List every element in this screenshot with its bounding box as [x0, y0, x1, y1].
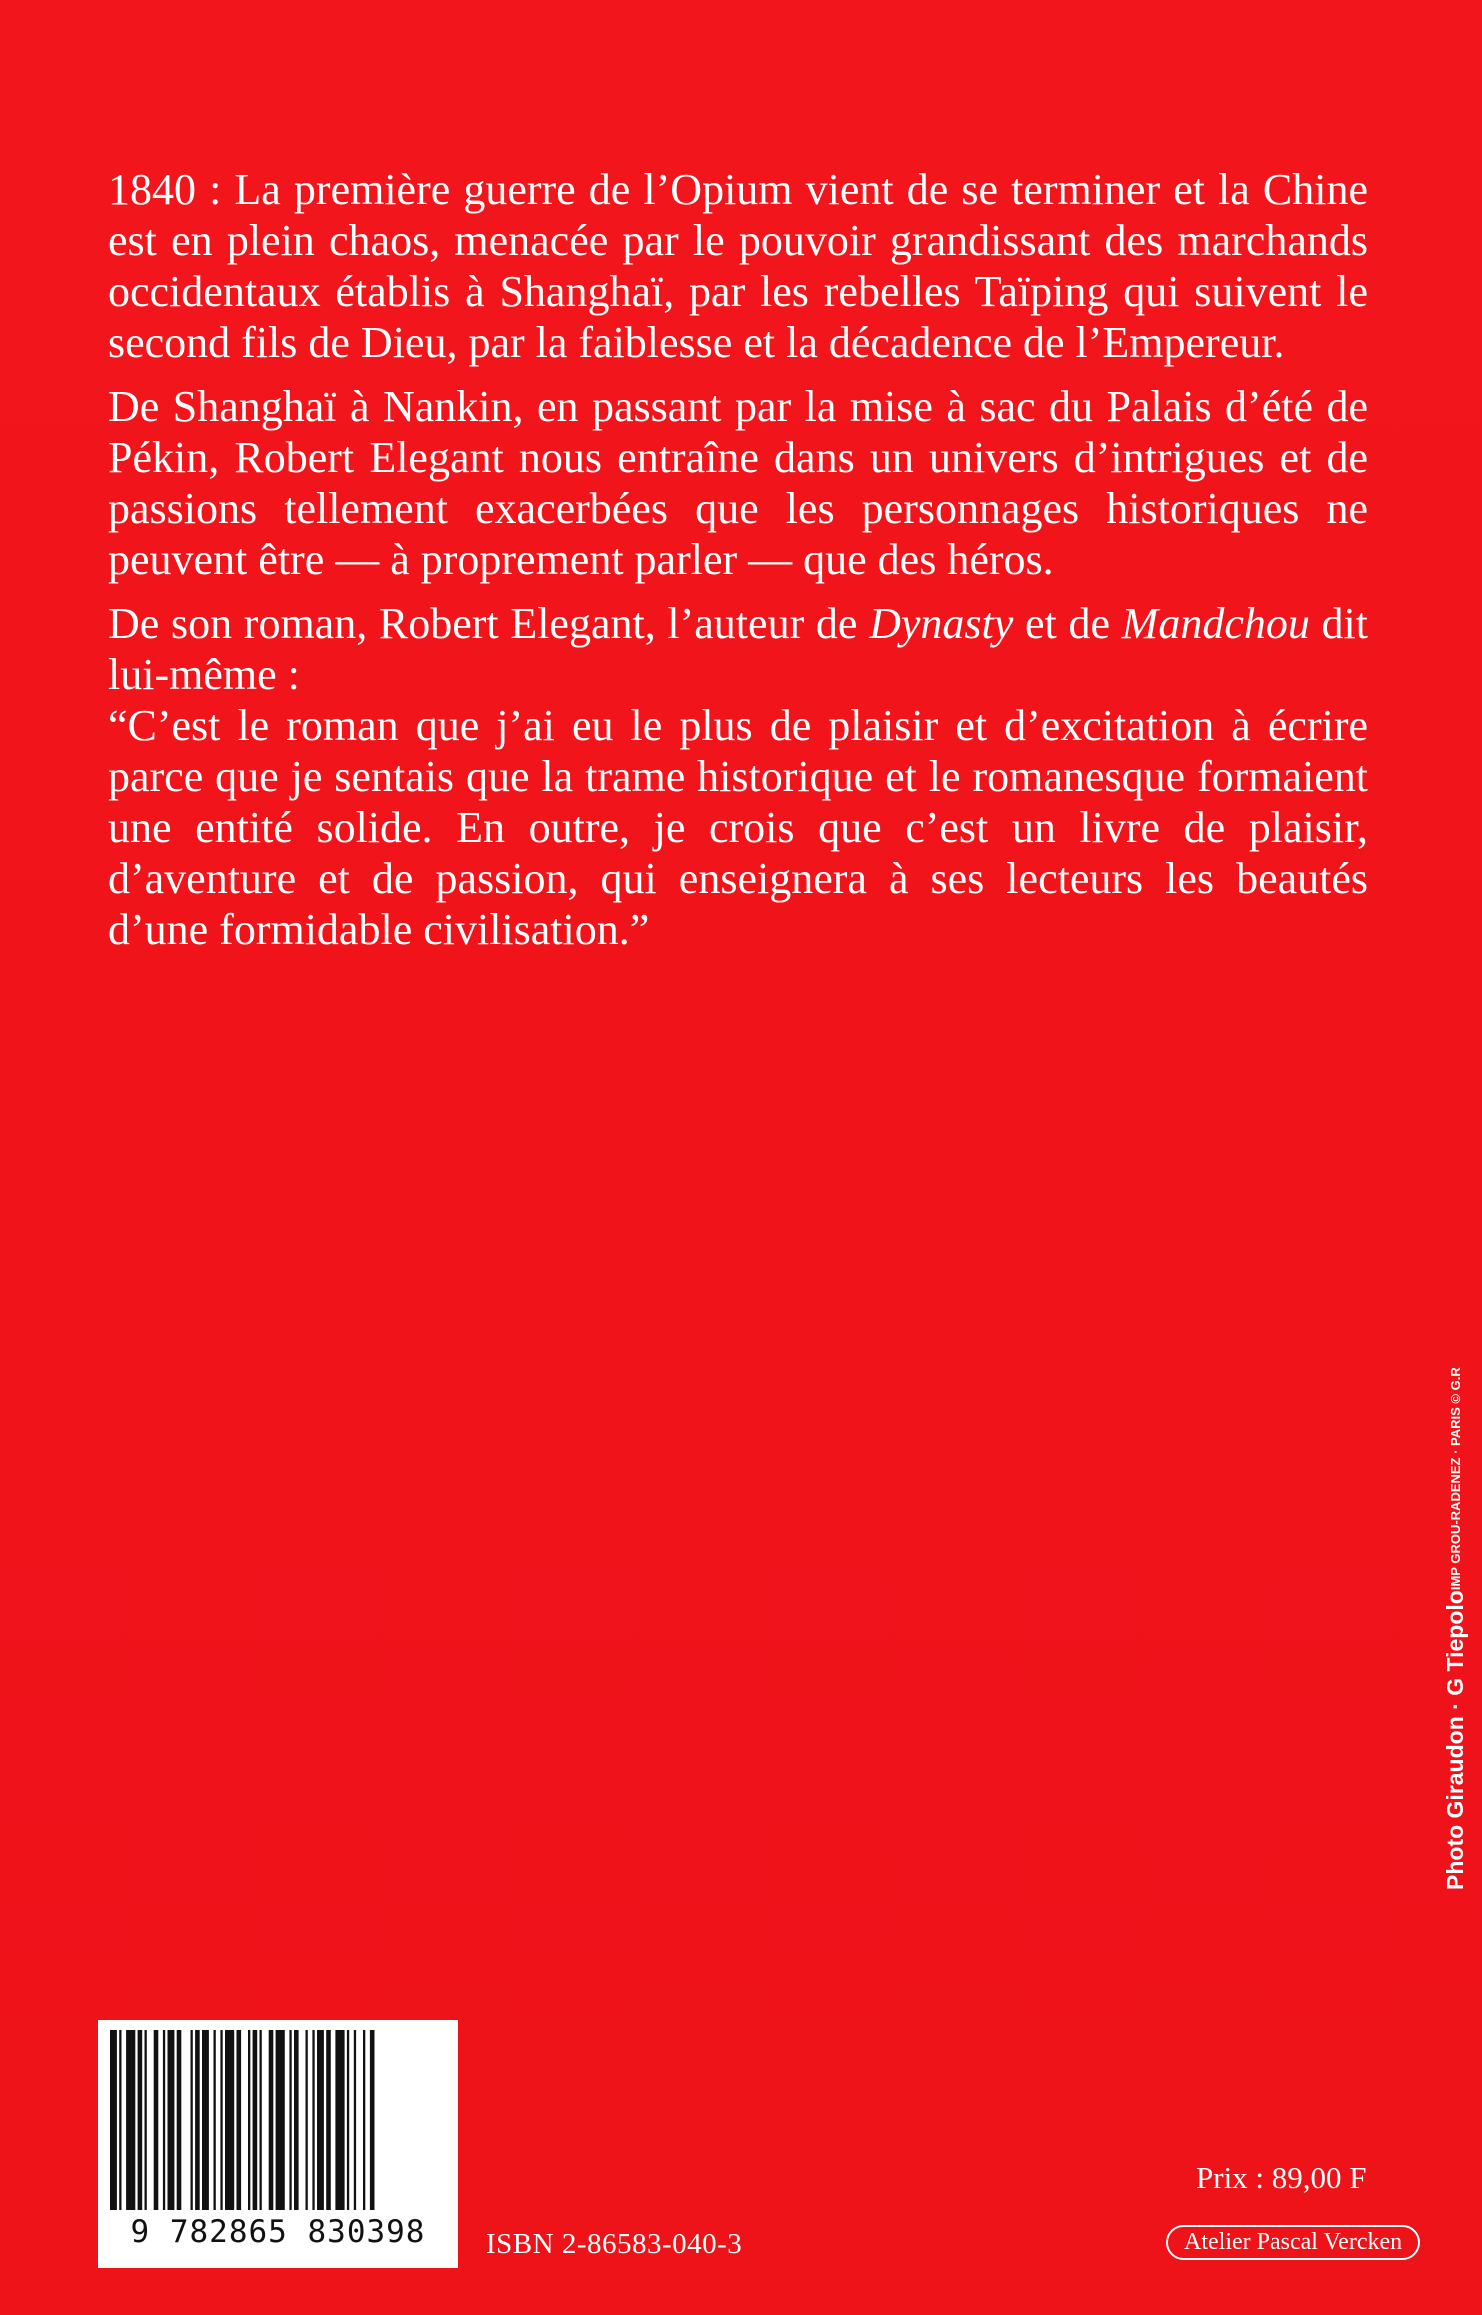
barcode-bar — [363, 2030, 365, 2210]
atelier-label: Atelier Pascal Vercken — [1166, 2225, 1420, 2260]
barcode-bar — [326, 2030, 331, 2210]
barcode-bar — [253, 2030, 258, 2210]
barcode-bar — [220, 2030, 222, 2210]
side-credit — [1440, 1367, 1470, 1890]
barcode-bar — [248, 2030, 250, 2210]
barcode-bar — [289, 2030, 291, 2210]
barcode-bar — [306, 2030, 308, 2210]
blurb-paragraph-3 — [108, 598, 1368, 700]
barcode-bar — [110, 2030, 117, 2210]
barcode-bar — [214, 2030, 216, 2210]
blurb-paragraph-1: 1840 : La première guerre de l’Opium vient de se terminer et la Chine est en plein chaos, menacée par le pouvoir grandissant des marchands occidentaux établis à Shanghaï, par les rebelles Taïping qui suivent le second fils de Dieu, par la faiblesse et la décadence de l’Empereur. — [108, 165, 1368, 367]
book-title-dynasty: Dynasty — [869, 599, 1014, 648]
barcode-bar — [354, 2030, 356, 2210]
barcode-bar — [370, 2030, 375, 2210]
barcode-bar — [312, 2030, 314, 2210]
barcode-bar — [145, 2030, 147, 2210]
barcode-bar — [347, 2030, 349, 2210]
book-title-mandchou: Mandchou — [1121, 599, 1310, 648]
blurb-p3-intro: De son roman, Robert Elegant, l’auteur de — [108, 599, 858, 648]
author-quote: “C’est le roman que j’ai eu le plus de plaisir et d’excitation à écrire parce que je sentais que la trame historique et le romanesque formaient une entité solide. En outre, je crois que c’est un livre de plaisir, d’aventure et de passion, qui enseignera à ses lecteurs les beautés d’une formidable civilisation.” — [108, 701, 1368, 954]
barcode-bar — [138, 2030, 143, 2210]
barcode-bar — [260, 2030, 262, 2210]
blurb-text — [108, 164, 1368, 968]
barcode-bar — [177, 2030, 182, 2210]
barcode — [98, 2020, 458, 2268]
barcode-bar — [163, 2030, 165, 2210]
blurb-p3-end: dit lui-même : — [108, 599, 1368, 699]
barcode-bar — [237, 2030, 242, 2210]
barcode-bar — [225, 2030, 234, 2210]
price: Prix : 89,00 F — [1196, 2160, 1367, 2195]
barcode-bar — [335, 2030, 344, 2210]
barcode-bar — [195, 2030, 200, 2210]
photo-credit: Photo Giraudon · G Tiepolo — [1441, 1590, 1468, 1890]
barcode-bar — [269, 2030, 274, 2210]
barcode-bar — [126, 2030, 135, 2210]
barcode-bar — [119, 2030, 121, 2210]
barcode-bar — [317, 2030, 324, 2210]
barcode-digits: 9 782865 830398 — [130, 2214, 426, 2250]
blurb-paragraph-2: De Shanghaï à Nankin, en passant par la mise à sac du Palais d’été de Pékin, Robert Elegant nous entraîne dans un univers d’intrigues et de passions tellement exacerbées que les personnages historiques ne peuvent être — à proprement parler — que des héros. — [108, 382, 1368, 584]
barcode-bar — [202, 2030, 209, 2210]
barcode-bar — [154, 2030, 159, 2210]
barcode-bars — [110, 2030, 446, 2210]
barcode-bar — [276, 2030, 285, 2210]
barcode-bar — [294, 2030, 299, 2210]
blurb-p3-and: et de — [1025, 599, 1110, 648]
printer-credit: IMP GROU-RADENEZ · PARIS © G.R — [1447, 1367, 1463, 1591]
barcode-bar — [191, 2030, 193, 2210]
isbn: ISBN 2-86583-040-3 — [486, 2228, 743, 2260]
barcode-bar — [168, 2030, 175, 2210]
